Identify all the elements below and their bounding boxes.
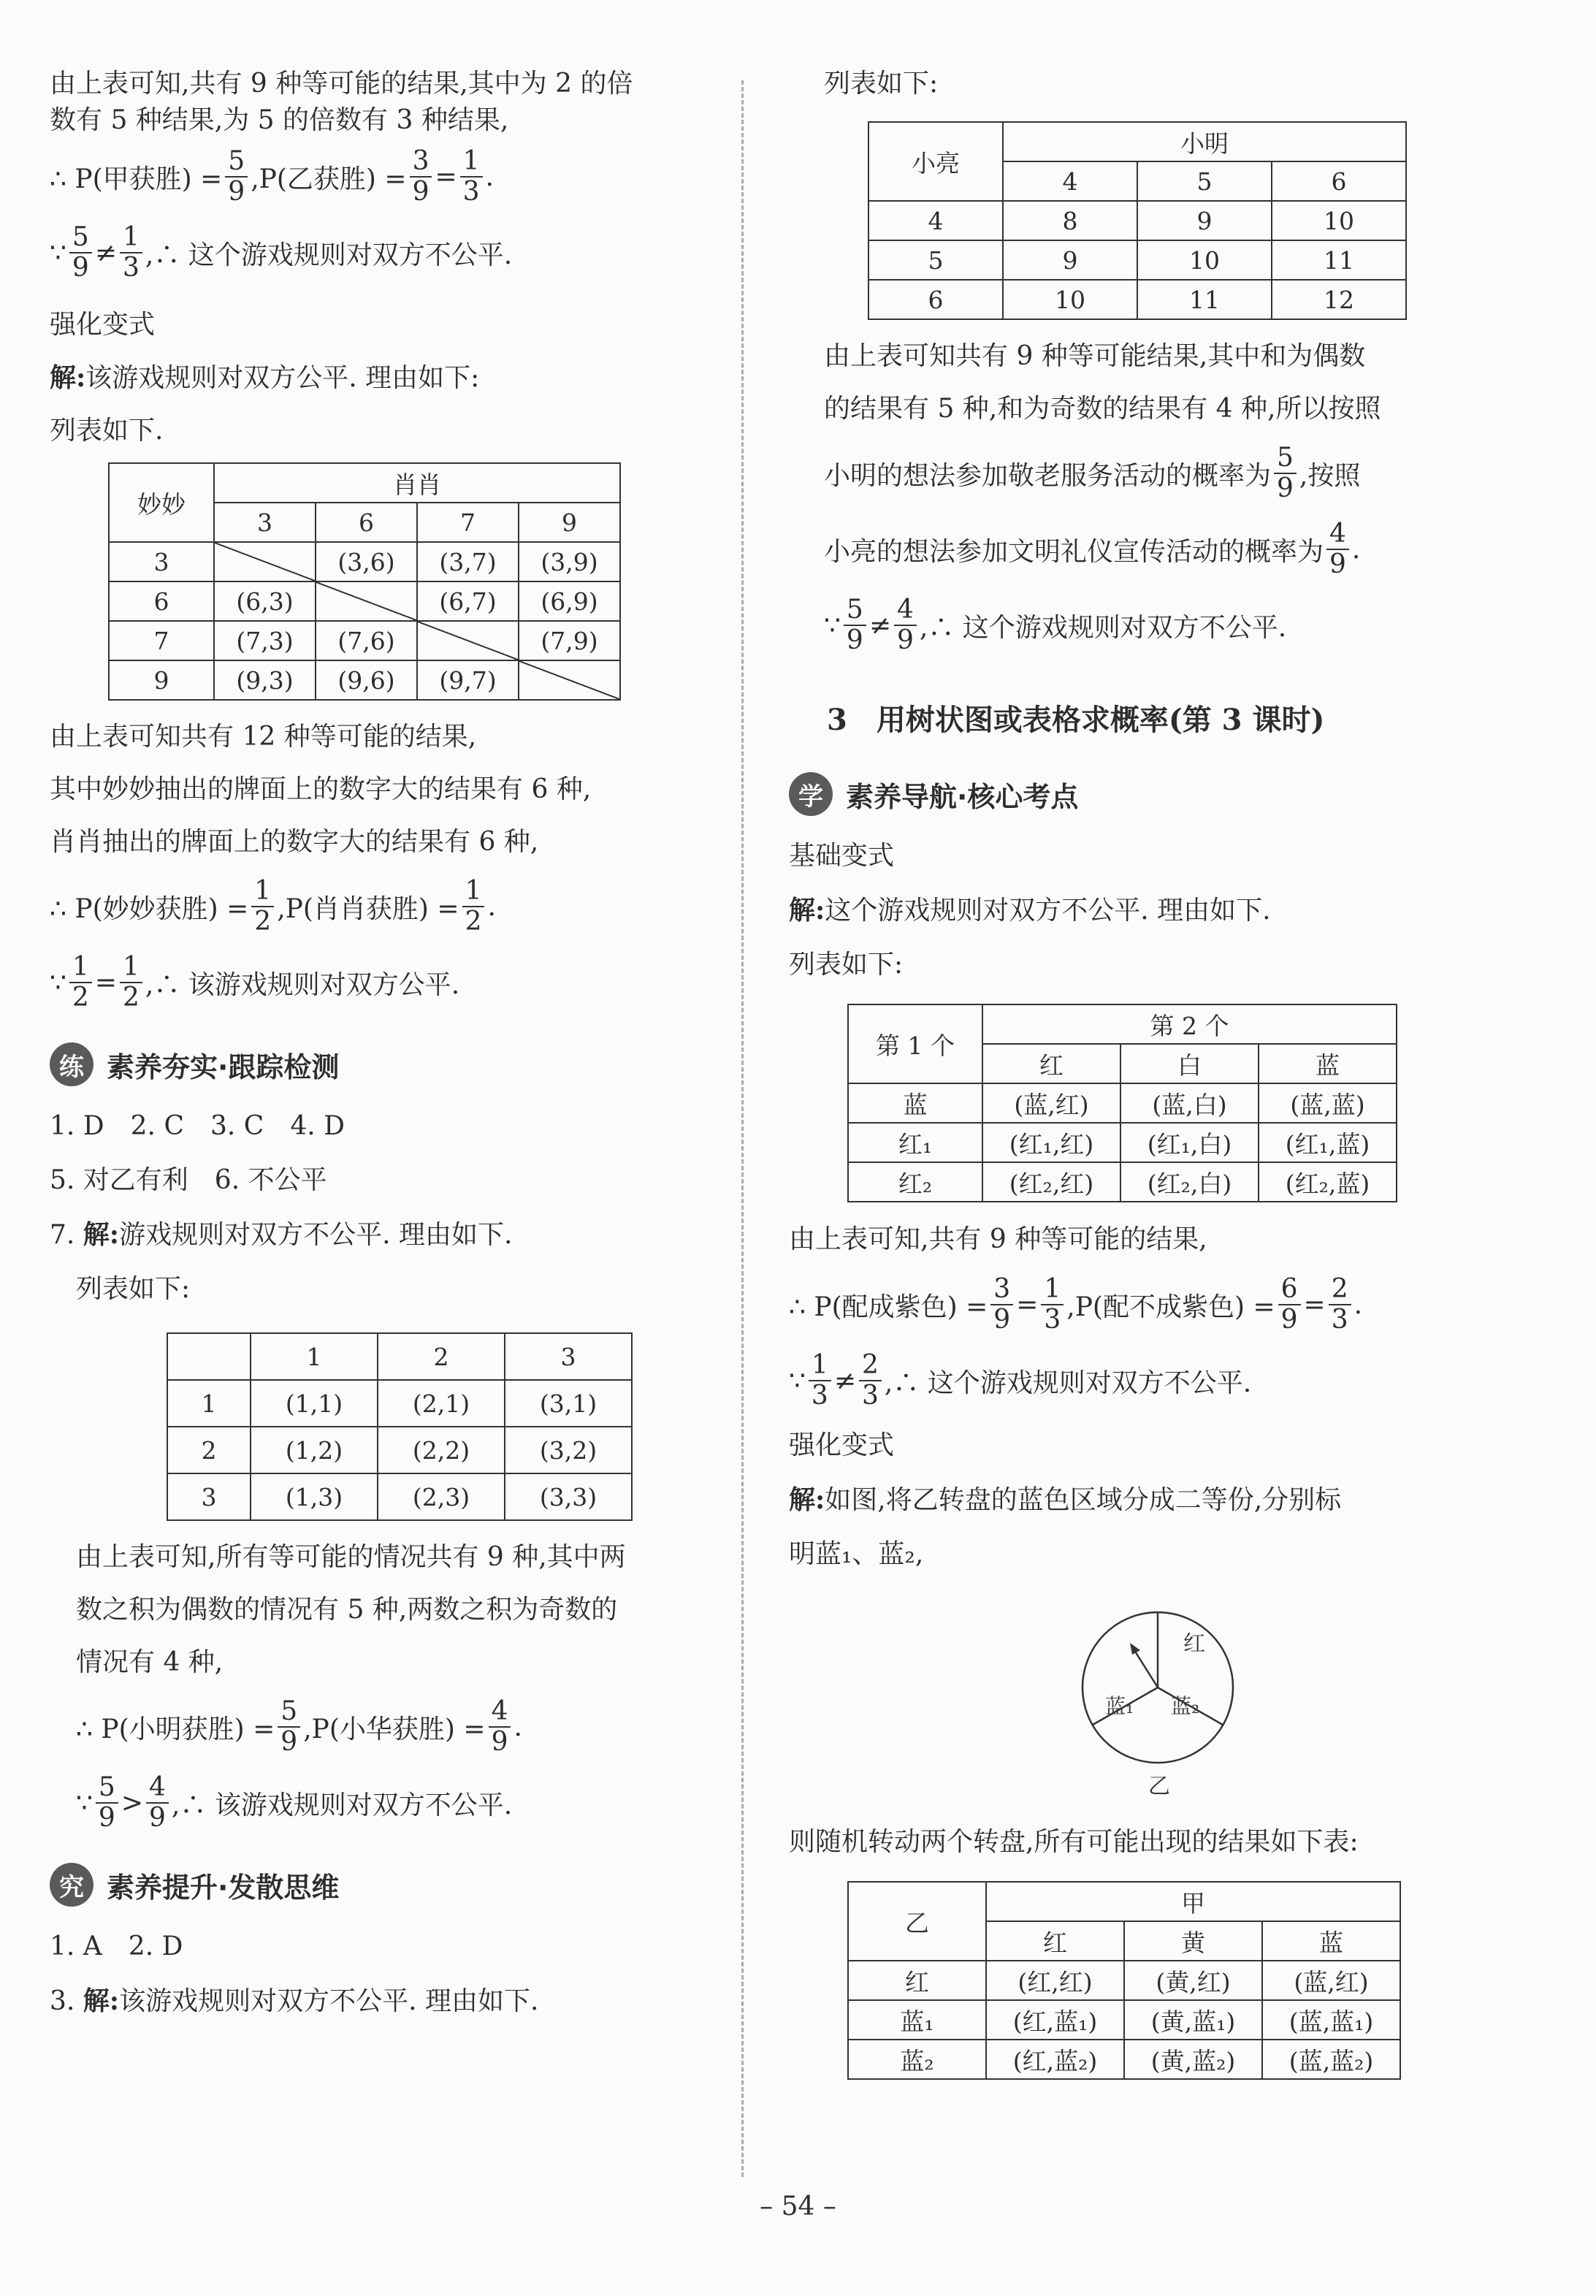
spinner-diagram [1063,1596,1253,1808]
table-row: 9 (9,3) (9,6) (9,7) [109,660,620,700]
table-row: 红₂ (红₂,红) (红₂,白) (红₂,蓝) [848,1162,1397,1202]
answer-line: 1. D 2. C 3. C 4. D [50,1111,345,1141]
table-row: 蓝 (蓝,红) (蓝,白) (蓝,蓝) [848,1083,1397,1123]
table-row: 红₁ (红₁,红) (红₁,白) (红₁,蓝) [848,1123,1397,1162]
table-row: 蓝₂ (红,蓝₂) (黄,蓝₂) (蓝,蓝₂) [848,2040,1400,2079]
col-header: 2 [378,1333,505,1380]
spinner-label-blue1: 蓝₁ [1105,1694,1134,1718]
equation: ∵ $\frac{5}{9}$ ≠ $\frac{1}{3}$ ,∴ 这个游戏规则对双方不公平. [50,222,513,283]
col-header: 7 [417,503,519,542]
table-corner: 妙妙 [109,463,214,542]
table-miaomiao-xiaoxiao [108,462,621,701]
table-row: 红 (红,红) (黄,红) (蓝,红) [848,1961,1400,2000]
text-line: 由上表可知,共有 9 种等可能的结果, [789,1224,1207,1254]
text-line: 其中妙妙抽出的牌面上的数字大的结果有 6 种, [50,774,592,804]
text-line: 列表如下: [76,1274,191,1304]
pointer-arrow-icon [1134,1650,1158,1687]
text-line: 情况有 4 种, [76,1647,224,1677]
table-row: 4 8 9 10 [868,201,1406,240]
section-title: 素养导航·核心考点 [846,780,1079,813]
text-line: 由上表可知共有 9 种等可能结果,其中和为偶数 [824,341,1366,371]
table-xiaoliang-xiaoming: 小亮 小明 4 5 6 4 8 9 10 5 9 10 11 6 10 11 12 [868,121,1407,320]
table-row: 6 10 11 12 [868,280,1406,319]
spinner-name: 乙 [1148,1774,1170,1799]
text-line: 由上表可知共有 12 种等可能的结果, [50,722,477,752]
equation: ∵ $\frac{5}{9}$ ≠ $\frac{4}{9}$ ,∴ 这个游戏规则对双方不公平. [824,595,1287,655]
subheading: 强化变式 [50,310,156,340]
section-title: 素养夯实·跟踪检测 [107,1050,340,1083]
text-line: 数有 5 种结果,为 5 的倍数有 3 种结果, [50,105,509,135]
subheading: 基础变式 [789,841,895,871]
table-row: 6 (6,3) (6,7) (6,9) [109,581,620,621]
section-heading-lian [50,1042,707,1086]
question-7: 7. 解:游戏规则对双方不公平. 理由如下. [50,1219,513,1250]
equation: ∴ P(小明获胜) = $\frac{5}{9}$ ,P(小华获胜) = $\frac{4}{9}$ . [76,1696,522,1757]
lesson-title: 3 用树状图或表格求概率(第 3 课时) [827,703,1325,737]
column-divider [741,80,744,2177]
table-top-header: 小明 [1003,122,1406,161]
table-top-header: 甲 [986,1882,1400,1921]
left-column [50,66,707,2029]
section-title: 素养提升·发散思维 [107,1871,340,1904]
table-row: 蓝₁ (红,蓝₁) (黄,蓝₁) (蓝,蓝₁) [848,2000,1400,2040]
table-corner: 乙 [848,1882,986,1961]
xue-badge-icon: 学 [789,772,833,816]
section-heading-xue [789,772,1527,816]
text-line: 由上表可知,所有等可能的情况共有 9 种,其中两 [76,1542,626,1572]
text-line: 由上表可知,共有 9 种等可能的结果,其中为 2 的倍 [50,69,633,99]
text-line: 数之积为偶数的情况有 5 种,两数之积为奇数的 [76,1595,618,1625]
equation: ∵ $\frac{5}{9}$ > $\frac{4}{9}$ ,∴ 该游戏规则对双方不公平. [76,1772,513,1833]
text-line: 肖肖抽出的牌面上的数字大的结果有 6 种, [50,827,539,857]
question-3: 3. 解:该游戏规则对双方不公平. 理由如下. [50,1986,539,2016]
spinner-label-red: 红 [1183,1631,1205,1657]
section-heading-jiu [50,1863,707,1907]
table-color-pair: 第 1 个 第 2 个 红 白 蓝 蓝 (蓝,红) (蓝,白) (蓝,蓝) 红₁ (红₁,红) (红₁,白) (红₁,蓝) 红₂ (红₂,红) (红₂,白) (红₂,蓝) [847,1004,1397,1202]
table-row: 1 (1,1) (2,1) (3,1) [167,1380,632,1427]
equation: ∴ P(配成紫色) = $\frac{3}{9}$ = $\frac{1}{3}$ ,P(配不成紫色) = $\frac{6}{9}$ = $\frac{2}{3}$ . [789,1274,1363,1335]
table-corner: 第 1 个 [848,1004,982,1083]
solution-line: 解:如图,将乙转盘的蓝色区域分成二等份,分别标 [789,1484,1342,1515]
equation: ∵ $\frac{1}{3}$ ≠ $\frac{2}{3}$ ,∴ 这个游戏规则对双方不公平. [789,1350,1252,1411]
text-line: 的结果有 5 种,和为奇数的结果有 4 种,所以按照 [824,394,1381,424]
equation: ∴ P(妙妙获胜) = $\frac{1}{2}$ ,P(肖肖获胜) = $\frac{1}{2}$ . [50,876,496,937]
text-line: 列表如下: [824,69,939,99]
lian-badge-icon: 练 [50,1042,93,1086]
jiu-badge-icon: 究 [50,1863,93,1907]
table-row: 3 (1,3) (2,3) (3,3) [167,1473,632,1520]
answer-line: 1. A 2. D [50,1931,183,1961]
text-line: 列表如下: [789,950,904,980]
col-header: 1 [251,1333,378,1380]
page-number: – 54 – [760,2192,836,2221]
col-header: 3 [214,503,316,542]
right-column [789,66,1527,2090]
table-row: 3 (3,6) (3,7) (3,9) [109,542,620,581]
answer-line: 5. 对乙有利 6. 不公平 [50,1165,327,1195]
equation: ∵ $\frac{1}{2}$ = $\frac{1}{2}$ ,∴ 该游戏规则对双方公平. [50,952,460,1012]
subheading: 强化变式 [789,1430,895,1460]
table-row: 2 (1,2) (2,2) (3,2) [167,1427,632,1473]
solution-line: 解:该游戏规则对双方公平. 理由如下: [50,362,480,393]
col-header: 9 [519,503,620,542]
text-line: 明蓝₁、蓝₂, [789,1539,924,1569]
equation: 小亮的想法参加文明礼仪宣传活动的概率为 $\frac{4}{9}$ . [824,519,1361,579]
table-top-header: 第 2 个 [982,1004,1397,1044]
spinner-figure [789,1596,1527,1808]
col-header: 6 [316,503,417,542]
table-row: 5 9 10 11 [868,240,1406,280]
equation: 小明的想法参加敬老服务活动的概率为 $\frac{5}{9}$ ,按照 [824,443,1361,503]
spinner-label-blue2: 蓝₂ [1171,1694,1200,1718]
table-product [167,1332,633,1521]
table-top-header: 肖肖 [214,463,620,503]
equation: ∴ P(甲获胜) = $\frac{5}{9}$ ,P(乙获胜) = $\frac{3}{9}$ = $\frac{1}{3}$ . [50,146,494,207]
text-line: 则随机转动两个转盘,所有可能出现的结果如下表: [789,1827,1359,1857]
solution-line: 解:这个游戏规则对双方不公平. 理由如下. [789,895,1271,926]
col-header: 3 [505,1333,632,1380]
text-line: 列表如下. [50,416,164,446]
table-row: 7 (7,3) (7,6) (7,9) [109,621,620,660]
table-corner: 小亮 [868,122,1003,201]
table-spinner-results: 乙 甲 红 黄 蓝 红 (红,红) (黄,红) (蓝,红) 蓝₁ (红,蓝₁) (黄,蓝₁) (蓝,蓝₁) 蓝₂ (红,蓝₂) (黄,蓝₂) (蓝,蓝₂) [847,1881,1401,2080]
